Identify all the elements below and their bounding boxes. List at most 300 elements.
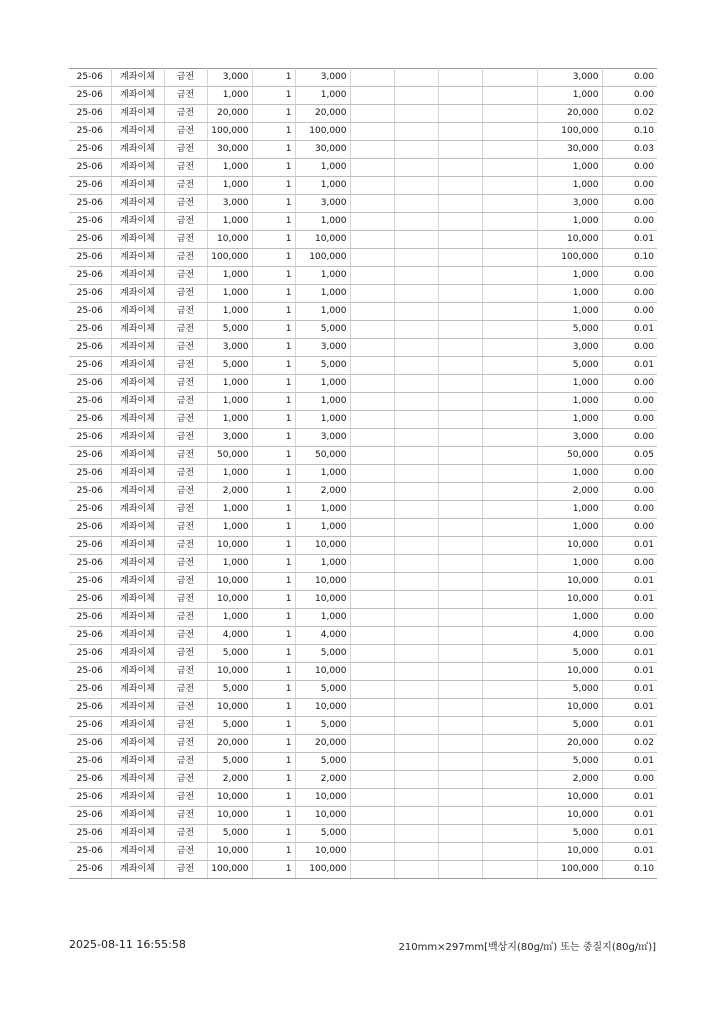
date-cell: 25-06 (69, 393, 111, 411)
table-row (69, 267, 657, 285)
ratio-cell: 0.01 (602, 681, 657, 699)
blank-cell-2 (394, 159, 438, 177)
table-row (69, 483, 657, 501)
blank-cell-1 (350, 699, 394, 717)
unit-amount-cell: 100,000 (207, 249, 252, 267)
amount-cell: 1,000 (295, 609, 350, 627)
table-row (69, 681, 657, 699)
table-row (69, 825, 657, 843)
blank-cell-1 (350, 393, 394, 411)
method-cell: 계좌이체 (111, 393, 164, 411)
ratio-cell: 0.01 (602, 807, 657, 825)
ratio-cell: 0.01 (602, 591, 657, 609)
blank-cell-3 (438, 519, 482, 537)
blank-cell-4 (482, 231, 537, 249)
unit-amount-cell: 20,000 (207, 105, 252, 123)
blank-cell-2 (394, 375, 438, 393)
amount-cell: 1,000 (295, 555, 350, 573)
type-cell: 금전 (164, 447, 207, 465)
blank-cell-2 (394, 447, 438, 465)
blank-cell-1 (350, 213, 394, 231)
method-cell: 계좌이체 (111, 717, 164, 735)
total-cell: 100,000 (537, 123, 602, 141)
type-cell: 금전 (164, 753, 207, 771)
ratio-cell: 0.00 (602, 501, 657, 519)
method-cell: 계좌이체 (111, 411, 164, 429)
quantity-cell: 1 (252, 123, 295, 141)
method-cell: 계좌이체 (111, 735, 164, 753)
total-cell: 5,000 (537, 321, 602, 339)
blank-cell-2 (394, 231, 438, 249)
blank-cell-4 (482, 843, 537, 861)
blank-cell-3 (438, 123, 482, 141)
blank-cell-4 (482, 321, 537, 339)
table-row (69, 501, 657, 519)
type-cell: 금전 (164, 231, 207, 249)
blank-cell-1 (350, 195, 394, 213)
table-row (69, 69, 657, 87)
blank-cell-4 (482, 609, 537, 627)
unit-amount-cell: 10,000 (207, 807, 252, 825)
unit-amount-cell: 1,000 (207, 303, 252, 321)
type-cell: 금전 (164, 321, 207, 339)
amount-cell: 5,000 (295, 825, 350, 843)
unit-amount-cell: 20,000 (207, 735, 252, 753)
quantity-cell: 1 (252, 717, 295, 735)
blank-cell-3 (438, 141, 482, 159)
type-cell: 금전 (164, 789, 207, 807)
blank-cell-3 (438, 339, 482, 357)
ratio-cell: 0.00 (602, 267, 657, 285)
method-cell: 계좌이체 (111, 663, 164, 681)
amount-cell: 5,000 (295, 357, 350, 375)
quantity-cell: 1 (252, 393, 295, 411)
amount-cell: 10,000 (295, 537, 350, 555)
method-cell: 계좌이체 (111, 537, 164, 555)
blank-cell-3 (438, 249, 482, 267)
amount-cell: 1,000 (295, 375, 350, 393)
date-cell: 25-06 (69, 141, 111, 159)
total-cell: 10,000 (537, 807, 602, 825)
blank-cell-4 (482, 285, 537, 303)
total-cell: 1,000 (537, 393, 602, 411)
blank-cell-1 (350, 771, 394, 789)
date-cell: 25-06 (69, 501, 111, 519)
amount-cell: 20,000 (295, 105, 350, 123)
blank-cell-1 (350, 483, 394, 501)
unit-amount-cell: 3,000 (207, 429, 252, 447)
blank-cell-4 (482, 591, 537, 609)
blank-cell-4 (482, 519, 537, 537)
ratio-cell: 0.01 (602, 537, 657, 555)
quantity-cell: 1 (252, 771, 295, 789)
blank-cell-1 (350, 303, 394, 321)
blank-cell-1 (350, 447, 394, 465)
table-row (69, 411, 657, 429)
table-row (69, 231, 657, 249)
unit-amount-cell: 30,000 (207, 141, 252, 159)
unit-amount-cell: 1,000 (207, 393, 252, 411)
blank-cell-2 (394, 555, 438, 573)
table-row (69, 843, 657, 861)
method-cell: 계좌이체 (111, 105, 164, 123)
type-cell: 금전 (164, 249, 207, 267)
date-cell: 25-06 (69, 69, 111, 87)
total-cell: 20,000 (537, 735, 602, 753)
quantity-cell: 1 (252, 321, 295, 339)
total-cell: 10,000 (537, 573, 602, 591)
blank-cell-4 (482, 105, 537, 123)
blank-cell-2 (394, 573, 438, 591)
amount-cell: 5,000 (295, 645, 350, 663)
blank-cell-3 (438, 285, 482, 303)
date-cell: 25-06 (69, 177, 111, 195)
method-cell: 계좌이체 (111, 645, 164, 663)
blank-cell-2 (394, 501, 438, 519)
quantity-cell: 1 (252, 429, 295, 447)
method-cell: 계좌이체 (111, 465, 164, 483)
unit-amount-cell: 5,000 (207, 357, 252, 375)
blank-cell-2 (394, 807, 438, 825)
date-cell: 25-06 (69, 123, 111, 141)
type-cell: 금전 (164, 375, 207, 393)
ratio-cell: 0.00 (602, 87, 657, 105)
unit-amount-cell: 2,000 (207, 483, 252, 501)
total-cell: 10,000 (537, 789, 602, 807)
table-row (69, 519, 657, 537)
amount-cell: 5,000 (295, 681, 350, 699)
type-cell: 금전 (164, 735, 207, 753)
method-cell: 계좌이체 (111, 195, 164, 213)
blank-cell-4 (482, 357, 537, 375)
table-row (69, 555, 657, 573)
blank-cell-3 (438, 663, 482, 681)
total-cell: 1,000 (537, 213, 602, 231)
date-cell: 25-06 (69, 789, 111, 807)
quantity-cell: 1 (252, 285, 295, 303)
table-row (69, 105, 657, 123)
type-cell: 금전 (164, 411, 207, 429)
blank-cell-2 (394, 735, 438, 753)
blank-cell-2 (394, 177, 438, 195)
table-row (69, 141, 657, 159)
blank-cell-1 (350, 789, 394, 807)
blank-cell-4 (482, 645, 537, 663)
blank-cell-1 (350, 681, 394, 699)
blank-cell-2 (394, 861, 438, 879)
unit-amount-cell: 3,000 (207, 195, 252, 213)
blank-cell-1 (350, 501, 394, 519)
quantity-cell: 1 (252, 303, 295, 321)
blank-cell-3 (438, 159, 482, 177)
quantity-cell: 1 (252, 627, 295, 645)
ratio-cell: 0.00 (602, 483, 657, 501)
quantity-cell: 1 (252, 375, 295, 393)
total-cell: 1,000 (537, 267, 602, 285)
date-cell: 25-06 (69, 609, 111, 627)
ratio-cell: 0.00 (602, 519, 657, 537)
blank-cell-2 (394, 681, 438, 699)
ratio-cell: 0.00 (602, 555, 657, 573)
date-cell: 25-06 (69, 195, 111, 213)
date-cell: 25-06 (69, 753, 111, 771)
blank-cell-2 (394, 321, 438, 339)
blank-cell-2 (394, 303, 438, 321)
type-cell: 금전 (164, 105, 207, 123)
ratio-cell: 0.00 (602, 429, 657, 447)
blank-cell-4 (482, 501, 537, 519)
type-cell: 금전 (164, 519, 207, 537)
quantity-cell: 1 (252, 591, 295, 609)
amount-cell: 10,000 (295, 789, 350, 807)
amount-cell: 1,000 (295, 267, 350, 285)
blank-cell-3 (438, 411, 482, 429)
total-cell: 5,000 (537, 681, 602, 699)
quantity-cell: 1 (252, 789, 295, 807)
blank-cell-4 (482, 555, 537, 573)
blank-cell-3 (438, 555, 482, 573)
blank-cell-3 (438, 375, 482, 393)
total-cell: 1,000 (537, 87, 602, 105)
unit-amount-cell: 10,000 (207, 843, 252, 861)
blank-cell-4 (482, 69, 537, 87)
blank-cell-3 (438, 771, 482, 789)
total-cell: 3,000 (537, 429, 602, 447)
amount-cell: 5,000 (295, 717, 350, 735)
table-row (69, 447, 657, 465)
blank-cell-1 (350, 159, 394, 177)
method-cell: 계좌이체 (111, 87, 164, 105)
blank-cell-4 (482, 465, 537, 483)
total-cell: 50,000 (537, 447, 602, 465)
unit-amount-cell: 1,000 (207, 375, 252, 393)
amount-cell: 10,000 (295, 807, 350, 825)
amount-cell: 1,000 (295, 393, 350, 411)
ratio-cell: 0.00 (602, 213, 657, 231)
blank-cell-1 (350, 357, 394, 375)
method-cell: 계좌이체 (111, 789, 164, 807)
unit-amount-cell: 1,000 (207, 555, 252, 573)
ratio-cell: 0.00 (602, 339, 657, 357)
blank-cell-4 (482, 483, 537, 501)
ratio-cell: 0.00 (602, 771, 657, 789)
unit-amount-cell: 10,000 (207, 231, 252, 249)
date-cell: 25-06 (69, 645, 111, 663)
blank-cell-3 (438, 465, 482, 483)
unit-amount-cell: 1,000 (207, 285, 252, 303)
date-cell: 25-06 (69, 735, 111, 753)
quantity-cell: 1 (252, 663, 295, 681)
table-row (69, 249, 657, 267)
quantity-cell: 1 (252, 807, 295, 825)
blank-cell-1 (350, 753, 394, 771)
date-cell: 25-06 (69, 411, 111, 429)
unit-amount-cell: 1,000 (207, 609, 252, 627)
unit-amount-cell: 10,000 (207, 699, 252, 717)
blank-cell-2 (394, 429, 438, 447)
quantity-cell: 1 (252, 141, 295, 159)
total-cell: 3,000 (537, 339, 602, 357)
type-cell: 금전 (164, 825, 207, 843)
date-cell: 25-06 (69, 843, 111, 861)
total-cell: 3,000 (537, 195, 602, 213)
blank-cell-2 (394, 123, 438, 141)
blank-cell-1 (350, 843, 394, 861)
ratio-cell: 0.01 (602, 699, 657, 717)
unit-amount-cell: 1,000 (207, 519, 252, 537)
method-cell: 계좌이체 (111, 285, 164, 303)
table-row (69, 375, 657, 393)
blank-cell-1 (350, 591, 394, 609)
table-row (69, 429, 657, 447)
table-row (69, 123, 657, 141)
blank-cell-1 (350, 339, 394, 357)
unit-amount-cell: 3,000 (207, 69, 252, 87)
blank-cell-3 (438, 195, 482, 213)
unit-amount-cell: 10,000 (207, 573, 252, 591)
date-cell: 25-06 (69, 807, 111, 825)
blank-cell-3 (438, 357, 482, 375)
blank-cell-1 (350, 429, 394, 447)
type-cell: 금전 (164, 357, 207, 375)
amount-cell: 3,000 (295, 429, 350, 447)
method-cell: 계좌이체 (111, 231, 164, 249)
blank-cell-3 (438, 591, 482, 609)
method-cell: 계좌이체 (111, 447, 164, 465)
type-cell: 금전 (164, 303, 207, 321)
blank-cell-2 (394, 699, 438, 717)
blank-cell-1 (350, 735, 394, 753)
table-row (69, 609, 657, 627)
table-row (69, 537, 657, 555)
amount-cell: 10,000 (295, 843, 350, 861)
amount-cell: 1,000 (295, 285, 350, 303)
date-cell: 25-06 (69, 627, 111, 645)
paper-spec: 210mm×297mm[백상지(80g/㎡) 또는 중질지(80g/㎡)] (398, 942, 656, 953)
method-cell: 계좌이체 (111, 213, 164, 231)
unit-amount-cell: 10,000 (207, 663, 252, 681)
unit-amount-cell: 1,000 (207, 159, 252, 177)
quantity-cell: 1 (252, 177, 295, 195)
date-cell: 25-06 (69, 699, 111, 717)
type-cell: 금전 (164, 609, 207, 627)
type-cell: 금전 (164, 573, 207, 591)
amount-cell: 10,000 (295, 573, 350, 591)
amount-cell: 1,000 (295, 87, 350, 105)
table-row (69, 861, 657, 879)
total-cell: 1,000 (537, 555, 602, 573)
blank-cell-1 (350, 717, 394, 735)
table-row (69, 573, 657, 591)
blank-cell-4 (482, 663, 537, 681)
blank-cell-4 (482, 267, 537, 285)
quantity-cell: 1 (252, 69, 295, 87)
amount-cell: 3,000 (295, 69, 350, 87)
table-row (69, 753, 657, 771)
ratio-cell: 0.01 (602, 753, 657, 771)
total-cell: 1,000 (537, 609, 602, 627)
unit-amount-cell: 10,000 (207, 537, 252, 555)
total-cell: 3,000 (537, 69, 602, 87)
ratio-cell: 0.00 (602, 303, 657, 321)
date-cell: 25-06 (69, 717, 111, 735)
blank-cell-2 (394, 141, 438, 159)
type-cell: 금전 (164, 699, 207, 717)
amount-cell: 3,000 (295, 339, 350, 357)
blank-cell-2 (394, 87, 438, 105)
amount-cell: 4,000 (295, 627, 350, 645)
ratio-cell: 0.02 (602, 105, 657, 123)
blank-cell-1 (350, 267, 394, 285)
ratio-cell: 0.00 (602, 393, 657, 411)
blank-cell-1 (350, 321, 394, 339)
blank-cell-1 (350, 627, 394, 645)
date-cell: 25-06 (69, 375, 111, 393)
blank-cell-3 (438, 861, 482, 879)
blank-cell-1 (350, 141, 394, 159)
blank-cell-4 (482, 411, 537, 429)
quantity-cell: 1 (252, 483, 295, 501)
unit-amount-cell: 10,000 (207, 789, 252, 807)
blank-cell-3 (438, 303, 482, 321)
quantity-cell: 1 (252, 87, 295, 105)
type-cell: 금전 (164, 285, 207, 303)
blank-cell-2 (394, 591, 438, 609)
ratio-cell: 0.01 (602, 321, 657, 339)
type-cell: 금전 (164, 465, 207, 483)
amount-cell: 2,000 (295, 483, 350, 501)
blank-cell-1 (350, 375, 394, 393)
unit-amount-cell: 1,000 (207, 267, 252, 285)
amount-cell: 50,000 (295, 447, 350, 465)
type-cell: 금전 (164, 501, 207, 519)
table-row (69, 159, 657, 177)
blank-cell-1 (350, 663, 394, 681)
type-cell: 금전 (164, 861, 207, 879)
blank-cell-2 (394, 213, 438, 231)
type-cell: 금전 (164, 627, 207, 645)
table-body (69, 69, 657, 879)
unit-amount-cell: 5,000 (207, 753, 252, 771)
method-cell: 계좌이체 (111, 339, 164, 357)
table-row (69, 87, 657, 105)
date-cell: 25-06 (69, 105, 111, 123)
date-cell: 25-06 (69, 321, 111, 339)
type-cell: 금전 (164, 69, 207, 87)
ratio-cell: 0.01 (602, 645, 657, 663)
blank-cell-4 (482, 303, 537, 321)
blank-cell-3 (438, 501, 482, 519)
total-cell: 2,000 (537, 483, 602, 501)
method-cell: 계좌이체 (111, 483, 164, 501)
ratio-cell: 0.10 (602, 861, 657, 879)
amount-cell: 1,000 (295, 303, 350, 321)
quantity-cell: 1 (252, 573, 295, 591)
amount-cell: 3,000 (295, 195, 350, 213)
blank-cell-2 (394, 519, 438, 537)
total-cell: 4,000 (537, 627, 602, 645)
type-cell: 금전 (164, 717, 207, 735)
blank-cell-3 (438, 699, 482, 717)
method-cell: 계좌이체 (111, 555, 164, 573)
total-cell: 5,000 (537, 753, 602, 771)
total-cell: 10,000 (537, 591, 602, 609)
method-cell: 계좌이체 (111, 501, 164, 519)
amount-cell: 10,000 (295, 591, 350, 609)
blank-cell-2 (394, 609, 438, 627)
blank-cell-1 (350, 87, 394, 105)
blank-cell-1 (350, 123, 394, 141)
